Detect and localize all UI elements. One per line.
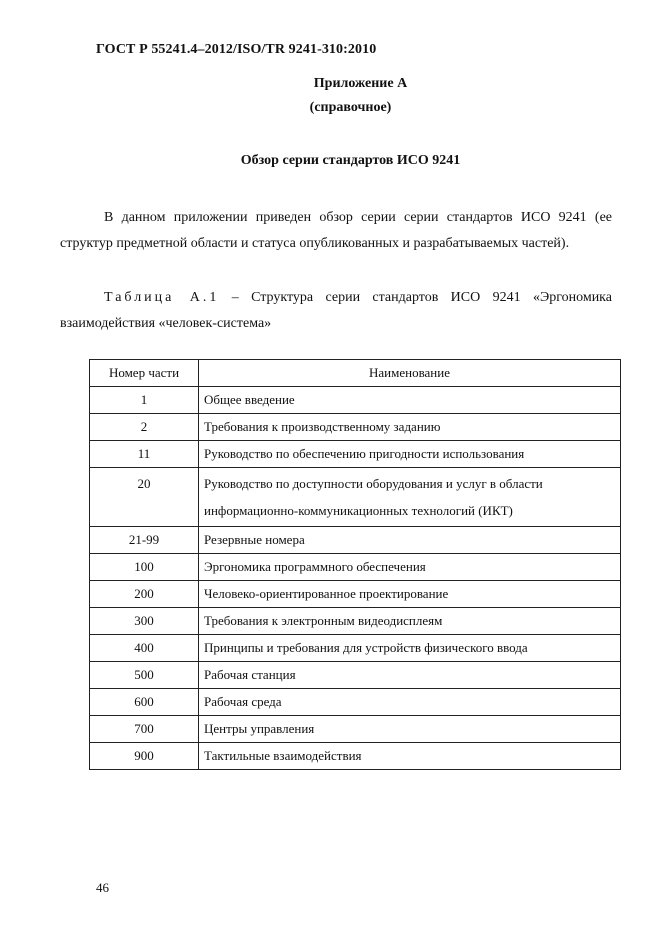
part-name: Резервные номера — [199, 527, 621, 554]
table-row — [90, 635, 621, 662]
table-row — [90, 387, 621, 414]
part-number: 700 — [90, 716, 199, 743]
part-name: Требования к электронным видеодисплеям — [199, 608, 621, 635]
table-row — [90, 716, 621, 743]
part-number: 400 — [90, 635, 199, 662]
part-name: Принципы и требования для устройств физического ввода — [199, 635, 621, 662]
part-name: Рабочая среда — [199, 689, 621, 716]
appendix-subtitle: (справочное) — [309, 100, 392, 115]
part-number: 2 — [90, 414, 199, 441]
table-row — [90, 608, 621, 635]
part-name: Человеко-ориентированное проектирование — [199, 581, 621, 608]
part-number: 20 — [90, 468, 199, 527]
page-number: 46 — [96, 880, 109, 895]
table-row — [90, 662, 621, 689]
part-number: 1 — [90, 387, 199, 414]
table-row — [90, 414, 621, 441]
part-name: Руководство по доступности оборудования и услуг в области информационно-коммуникационных технологий (ИКТ) — [199, 468, 621, 527]
table-row — [90, 527, 621, 554]
part-number: 600 — [90, 689, 199, 716]
part-number: 500 — [90, 662, 199, 689]
section-title: Обзор серии стандартов ИСО 9241 — [240, 153, 461, 168]
part-number: 900 — [90, 743, 199, 770]
table-row — [90, 468, 621, 527]
part-name: Тактильные взаимодействия — [199, 743, 621, 770]
part-name: Центры управления — [199, 716, 621, 743]
table-row — [90, 743, 621, 770]
table-row — [90, 441, 621, 468]
part-name: Эргономика программного обеспечения — [199, 554, 621, 581]
column-header-name: Наименование — [199, 360, 621, 387]
intro-paragraph: В данном приложении приведен обзор серии серии стандартов ИСО 9241 (ее структур предметной области и статуса опубликованных и разрабатываемых частей). — [60, 210, 612, 251]
table-row — [90, 581, 621, 608]
part-number: 300 — [90, 608, 199, 635]
appendix-title: Приложение А — [313, 76, 408, 91]
table-caption-prefix: Таблица А.1 — [104, 290, 220, 305]
standards-table — [89, 359, 621, 770]
part-name: Общее введение — [199, 387, 621, 414]
part-name: Руководство по обеспечению пригодности использования — [199, 441, 621, 468]
part-name: Рабочая станция — [199, 662, 621, 689]
appendix-heading — [0, 76, 661, 116]
column-header-number: Номер части — [90, 360, 199, 387]
part-number: 100 — [90, 554, 199, 581]
table-header-row — [90, 360, 621, 387]
part-number: 21-99 — [90, 527, 199, 554]
document-code: ГОСТ Р 55241.4–2012/ISO/TR 9241-310:2010 — [96, 42, 377, 57]
table-row — [90, 554, 621, 581]
part-number: 200 — [90, 581, 199, 608]
table-row — [90, 689, 621, 716]
table-caption — [60, 285, 612, 337]
part-number: 11 — [90, 441, 199, 468]
table-caption-text: – Структура серии стандартов ИСО 9241 «Эргономика взаимодействия «человек-система» — [60, 290, 612, 331]
part-name: Требования к производственному заданию — [199, 414, 621, 441]
